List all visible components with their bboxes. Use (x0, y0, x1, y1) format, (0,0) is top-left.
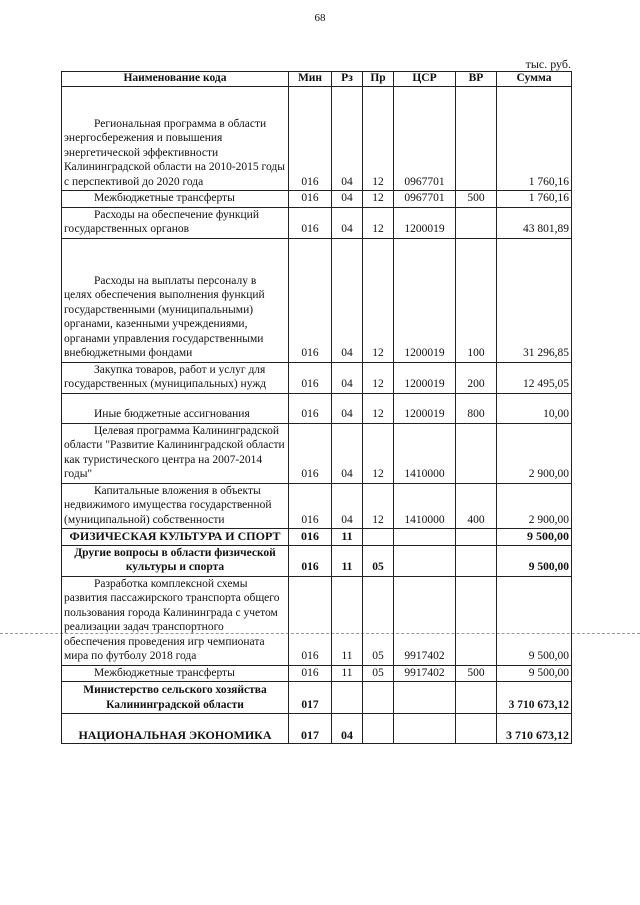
table-row (62, 529, 572, 546)
cell-sum: 31 296,85 (497, 238, 572, 362)
cell-pr: 12 (363, 87, 394, 191)
cell-name: Региональная программа в области энергосбережения и повышения энергетической эффективности Калининградской области на 2010-2015 годы с перспективой до 2020 года (62, 87, 289, 191)
cell-csr: 1200019 (394, 207, 456, 238)
table-row (62, 191, 572, 208)
cell-csr: 1200019 (394, 238, 456, 362)
cell-sum: 9 500,00 (497, 576, 572, 665)
cell-csr (394, 529, 456, 546)
cell-min: 017 (289, 682, 332, 714)
cell-vr (456, 423, 497, 483)
table-row (62, 682, 572, 714)
cell-csr: 1410000 (394, 423, 456, 483)
cell-vr (456, 576, 497, 665)
header-rz: Рз (332, 72, 363, 87)
cell-csr: 9917402 (394, 665, 456, 682)
budget-table (61, 71, 572, 744)
cell-vr (456, 714, 497, 744)
cell-name: Разработка комплексной схемы развития пассажирского транспорта общего пользования города Калининграда с учетом реализации задач транспортного обеспечения проведения игр чемпионата мира по футболу 2018 года (62, 576, 289, 665)
cell-sum: 1 760,16 (497, 191, 572, 208)
cell-rz: 11 (332, 529, 363, 546)
cell-min: 016 (289, 545, 332, 576)
cell-csr: 0967701 (394, 191, 456, 208)
cell-name: Целевая программа Калининградской области "Развитие Калининградской области как туристического центра на 2007-2014 годы" (62, 423, 289, 483)
cell-min: 016 (289, 207, 332, 238)
cell-vr (456, 529, 497, 546)
cell-vr: 500 (456, 191, 497, 208)
cell-vr (456, 207, 497, 238)
cell-pr (363, 682, 394, 714)
cell-rz: 04 (332, 207, 363, 238)
cell-name: Расходы на обеспечение функций государственных органов (62, 207, 289, 238)
cell-min: 016 (289, 576, 332, 665)
cell-min: 016 (289, 191, 332, 208)
cell-csr: 1200019 (394, 393, 456, 423)
header-sum: Сумма (497, 72, 572, 87)
cell-rz: 11 (332, 665, 363, 682)
table-row (62, 362, 572, 393)
table-row (62, 87, 572, 191)
cell-name: Министерство сельского хозяйства Калининградской области (62, 682, 289, 714)
cell-name: Капитальные вложения в объекты недвижимого имущества государственной (муниципальной) собственности (62, 483, 289, 529)
cell-rz: 04 (332, 191, 363, 208)
cell-min: 016 (289, 362, 332, 393)
cell-pr: 12 (363, 393, 394, 423)
cell-sum: 9 500,00 (497, 529, 572, 546)
cell-name: Межбюджетные трансферты (62, 191, 289, 208)
header-csr: ЦСР (394, 72, 456, 87)
cell-pr (363, 714, 394, 744)
header-vr: ВР (456, 72, 497, 87)
header-pr: Пр (363, 72, 394, 87)
cell-min: 016 (289, 483, 332, 529)
cell-sum: 10,00 (497, 393, 572, 423)
cell-sum: 3 710 673,12 (497, 682, 572, 714)
cell-rz: 04 (332, 714, 363, 744)
table-row (62, 576, 572, 665)
cell-min: 017 (289, 714, 332, 744)
page-number: 68 (314, 12, 326, 24)
cell-rz: 04 (332, 362, 363, 393)
cell-vr (456, 682, 497, 714)
cell-pr: 12 (363, 207, 394, 238)
cell-csr (394, 714, 456, 744)
cell-rz: 04 (332, 393, 363, 423)
cell-vr: 200 (456, 362, 497, 393)
header-row (62, 72, 572, 87)
cell-name: НАЦИОНАЛЬНАЯ ЭКОНОМИКА (62, 714, 289, 744)
cell-rz: 11 (332, 576, 363, 665)
cell-min: 016 (289, 238, 332, 362)
cell-pr: 12 (363, 362, 394, 393)
header-name: Наименование кода (62, 72, 289, 87)
header-min: Мин (289, 72, 332, 87)
cell-pr: 12 (363, 191, 394, 208)
cell-name: Другие вопросы в области физической культуры и спорта (62, 545, 289, 576)
cell-rz (332, 682, 363, 714)
cell-min: 016 (289, 87, 332, 191)
cell-sum: 43 801,89 (497, 207, 572, 238)
cell-rz: 04 (332, 87, 363, 191)
cell-sum: 12 495,05 (497, 362, 572, 393)
cell-csr (394, 545, 456, 576)
cell-sum: 2 900,00 (497, 423, 572, 483)
cell-vr: 800 (456, 393, 497, 423)
cell-name: Закупка товаров, работ и услуг для государственных (муниципальных) нужд (62, 362, 289, 393)
cell-min: 016 (289, 423, 332, 483)
table-row (62, 423, 572, 483)
table-row (62, 545, 572, 576)
table-row (62, 393, 572, 423)
cell-vr: 400 (456, 483, 497, 529)
cell-vr (456, 87, 497, 191)
cell-rz: 11 (332, 545, 363, 576)
cell-name: Расходы на выплаты персоналу в целях обеспечения выполнения функций государственными (муниципальными) органами, казенными учреждениями, органами управления государственными внебюджетными фондами (62, 238, 289, 362)
cell-pr: 12 (363, 238, 394, 362)
table-row (62, 714, 572, 744)
cell-sum: 2 900,00 (497, 483, 572, 529)
cell-sum: 9 500,00 (497, 545, 572, 576)
cell-rz: 04 (332, 238, 363, 362)
cell-vr: 500 (456, 665, 497, 682)
cell-pr: 12 (363, 483, 394, 529)
cell-min: 016 (289, 529, 332, 546)
cell-rz: 04 (332, 483, 363, 529)
cell-csr: 1410000 (394, 483, 456, 529)
cell-sum: 3 710 673,12 (497, 714, 572, 744)
cell-min: 016 (289, 665, 332, 682)
cell-pr: 05 (363, 576, 394, 665)
cell-vr (456, 545, 497, 576)
cell-sum: 1 760,16 (497, 87, 572, 191)
cell-pr (363, 529, 394, 546)
cell-name: Межбюджетные трансферты (62, 665, 289, 682)
cell-vr: 100 (456, 238, 497, 362)
cell-pr: 05 (363, 545, 394, 576)
cell-name: ФИЗИЧЕСКАЯ КУЛЬТУРА И СПОРТ (62, 529, 289, 546)
cell-pr: 12 (363, 423, 394, 483)
cell-pr: 05 (363, 665, 394, 682)
cell-csr (394, 682, 456, 714)
cell-name: Иные бюджетные ассигнования (62, 393, 289, 423)
table-row (62, 483, 572, 529)
cell-sum: 9 500,00 (497, 665, 572, 682)
cell-csr: 0967701 (394, 87, 456, 191)
cell-rz: 04 (332, 423, 363, 483)
units-label: тыс. руб. (525, 57, 571, 71)
table-row (62, 207, 572, 238)
table-row (62, 665, 572, 682)
cell-min: 016 (289, 393, 332, 423)
cell-csr: 9917402 (394, 576, 456, 665)
cell-csr: 1200019 (394, 362, 456, 393)
table-row (62, 238, 572, 362)
